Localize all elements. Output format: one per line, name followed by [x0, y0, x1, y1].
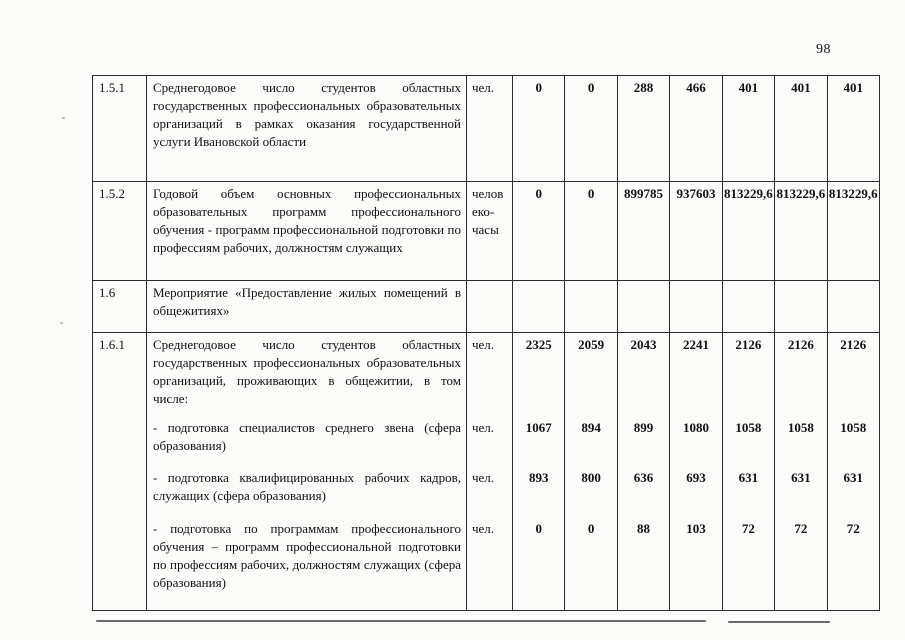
table-row: [93, 76, 880, 182]
value-cell: [775, 281, 827, 333]
value-cell: 894: [565, 416, 617, 466]
row-text: - подготовка по программам профессионального обучения – программ профессиональной подготовки по профессиям рабочих, должностям служащих (сфера образования): [147, 517, 467, 611]
row-unit: чел.: [467, 466, 513, 517]
value-cell: 2126: [722, 333, 774, 417]
value-cell: [513, 281, 565, 333]
row-text: Мероприятие «Предоставление жилых помещений в общежитиях»: [147, 281, 467, 333]
value-cell: 1067: [513, 416, 565, 466]
value-cell: 813229,6: [827, 182, 879, 281]
value-cell: 0: [513, 76, 565, 182]
value-cell: 631: [827, 466, 879, 517]
value-cell: 0: [565, 517, 617, 611]
value-cell: 631: [722, 466, 774, 517]
value-cell: 813229,6: [722, 182, 774, 281]
value-cell: 2241: [670, 333, 722, 417]
table-row: [93, 333, 880, 417]
row-unit: человеко-часы: [467, 182, 513, 281]
value-cell: 72: [775, 517, 827, 611]
scan-artifact-line: [728, 621, 830, 623]
row-text: Среднегодовое число студентов областных государственных профессиональных образовательных организаций в рамках оказания государственной услуги Ивановской области: [147, 76, 467, 182]
indicator-table: [92, 75, 880, 611]
value-cell: 2325: [513, 333, 565, 417]
value-cell: 893: [513, 466, 565, 517]
value-cell: 899785: [617, 182, 669, 281]
row-unit: чел.: [467, 517, 513, 611]
value-cell: [827, 281, 879, 333]
row-id: 1.6: [93, 281, 147, 333]
value-cell: 2126: [827, 333, 879, 417]
row-id: 1.6.1: [93, 333, 147, 417]
value-cell: 401: [722, 76, 774, 182]
row-id: [93, 466, 147, 517]
value-cell: 1058: [775, 416, 827, 466]
value-cell: 88: [617, 517, 669, 611]
value-cell: 2059: [565, 333, 617, 417]
value-cell: 0: [565, 76, 617, 182]
row-id: 1.5.1: [93, 76, 147, 182]
row-unit: [467, 281, 513, 333]
value-cell: 1080: [670, 416, 722, 466]
value-cell: 466: [670, 76, 722, 182]
table-row: [93, 517, 880, 611]
value-cell: 72: [722, 517, 774, 611]
row-unit: чел.: [467, 416, 513, 466]
value-cell: 693: [670, 466, 722, 517]
value-cell: 1058: [827, 416, 879, 466]
table-row: [93, 416, 880, 466]
row-id: 1.5.2: [93, 182, 147, 281]
table-row: [93, 182, 880, 281]
value-cell: 0: [513, 517, 565, 611]
row-unit: чел.: [467, 333, 513, 417]
value-cell: 631: [775, 466, 827, 517]
row-text: - подготовка квалифицированных рабочих кадров, служащих (сфера образования): [147, 466, 467, 517]
value-cell: 401: [827, 76, 879, 182]
scan-speck: [62, 117, 65, 119]
value-cell: [617, 281, 669, 333]
table-row: [93, 281, 880, 333]
row-id: [93, 416, 147, 466]
row-text: - подготовка специалистов среднего звена (сфера образования): [147, 416, 467, 466]
value-cell: 2043: [617, 333, 669, 417]
scan-speck: [60, 322, 63, 324]
value-cell: [565, 281, 617, 333]
value-cell: 636: [617, 466, 669, 517]
row-id: [93, 517, 147, 611]
value-cell: 800: [565, 466, 617, 517]
value-cell: 0: [565, 182, 617, 281]
scan-artifact-line: [96, 620, 706, 622]
value-cell: 2126: [775, 333, 827, 417]
row-text: Годовой объем основных профессиональных образовательных программ профессионального обучения - программ профессиональной подготовки по профессиям рабочих, должностям служащих: [147, 182, 467, 281]
value-cell: 288: [617, 76, 669, 182]
value-cell: 0: [513, 182, 565, 281]
value-cell: [722, 281, 774, 333]
value-cell: 813229,6: [775, 182, 827, 281]
value-cell: [670, 281, 722, 333]
row-text: Среднегодовое число студентов областных государственных профессиональных образовательных организаций, проживающих в общежитии, в том числе:: [147, 333, 467, 417]
value-cell: 401: [775, 76, 827, 182]
value-cell: 937603: [670, 182, 722, 281]
value-cell: 1058: [722, 416, 774, 466]
row-unit: чел.: [467, 76, 513, 182]
table-row: [93, 466, 880, 517]
value-cell: 899: [617, 416, 669, 466]
value-cell: 103: [670, 517, 722, 611]
value-cell: 72: [827, 517, 879, 611]
page-number: 98: [816, 42, 831, 57]
